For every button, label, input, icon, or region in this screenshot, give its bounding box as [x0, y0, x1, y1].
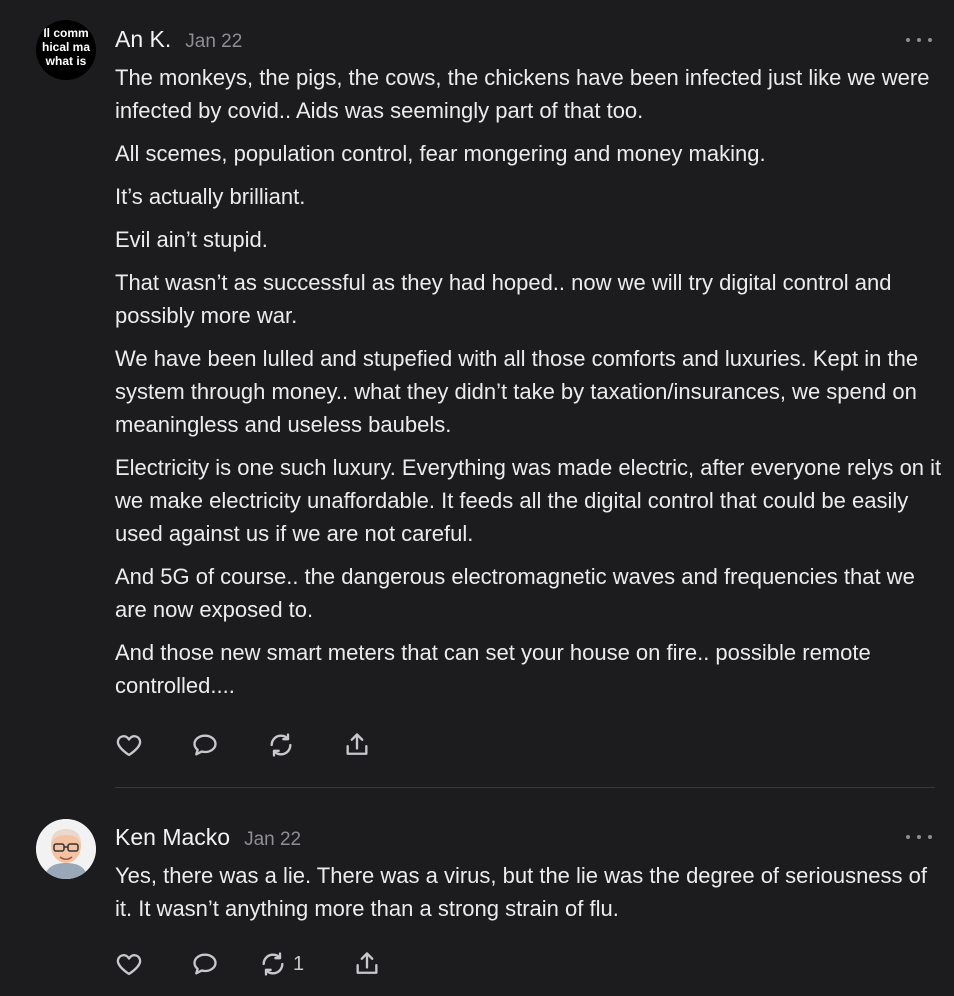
- author-name[interactable]: Ken Macko: [115, 824, 231, 850]
- comment-header: [115, 26, 242, 56]
- restack-icon: [259, 950, 287, 978]
- comment-paragraph: We have been lulled and stupefied with all those comforts and luxuries. Kept in the system through money.. what they didn’t take by taxation/insurances, we spend on meaningless and useless baubels.: [115, 346, 919, 437]
- comment-body: [115, 859, 945, 935]
- comment-date[interactable]: Jan 22: [244, 829, 302, 850]
- comment-paragraph: That wasn’t as successful as they had hoped.. now we will try digital control and possibly more war.: [115, 270, 892, 328]
- comment-paragraph: Electricity is one such luxury. Everything was made electric, after everyone relys on it we make electricity unaffordable. It feeds all the digital control that could be easily used against us if we are not careful.: [115, 455, 942, 546]
- comment-paragraph: It’s actually brilliant.: [115, 184, 306, 209]
- comment-actions: [115, 730, 415, 760]
- comment-icon: [191, 950, 219, 978]
- heart-icon: [115, 950, 143, 978]
- restack-button[interactable]: [259, 949, 304, 979]
- share-icon: [343, 731, 371, 759]
- reply-button[interactable]: [191, 730, 219, 760]
- comment-icon: [191, 731, 219, 759]
- divider: [115, 787, 935, 788]
- share-button[interactable]: [353, 949, 381, 979]
- avatar-text-line: ll comm: [43, 26, 89, 40]
- comment-paragraph: And 5G of course.. the dangerous electromagnetic waves and frequencies that we are now exposed to.: [115, 564, 915, 622]
- author-name[interactable]: An K.: [115, 26, 172, 52]
- restack-count: 1: [293, 952, 305, 975]
- comment-paragraph: Evil ain’t stupid.: [115, 227, 268, 252]
- avatar-text-line: what is: [45, 54, 87, 68]
- avatar[interactable]: [36, 20, 96, 80]
- comment-date[interactable]: Jan 22: [185, 31, 243, 52]
- avatar[interactable]: [36, 819, 96, 879]
- restack-button[interactable]: [267, 730, 295, 760]
- restack-icon: [267, 731, 295, 759]
- reply-button[interactable]: [191, 949, 219, 979]
- comment-header: [115, 824, 301, 854]
- comment-paragraph: Yes, there was a lie. There was a virus, but the lie was the degree of seriousness of it. It wasn’t anything more than a strong strain of flu.: [115, 863, 928, 921]
- avatar-text-line: hical ma: [41, 40, 91, 54]
- comment-actions: [115, 949, 415, 979]
- like-button[interactable]: [115, 949, 143, 979]
- comment-paragraph: All scemes, population control, fear mongering and money making.: [115, 141, 766, 166]
- like-button[interactable]: [115, 730, 143, 760]
- more-options-icon[interactable]: [906, 35, 932, 45]
- share-button[interactable]: [343, 730, 371, 760]
- avatar-cartoon-icon: [36, 819, 96, 879]
- comment-body: [115, 61, 945, 712]
- share-icon: [353, 950, 381, 978]
- more-options-icon[interactable]: [906, 832, 932, 842]
- comment-paragraph: And those new smart meters that can set your house on fire.. possible remote controlled....: [115, 640, 871, 698]
- comment-paragraph: The monkeys, the pigs, the cows, the chickens have been infected just like we were infected by covid.. Aids was seemingly part of that too.: [115, 65, 930, 123]
- heart-icon: [115, 731, 143, 759]
- avatar-text: [36, 26, 96, 68]
